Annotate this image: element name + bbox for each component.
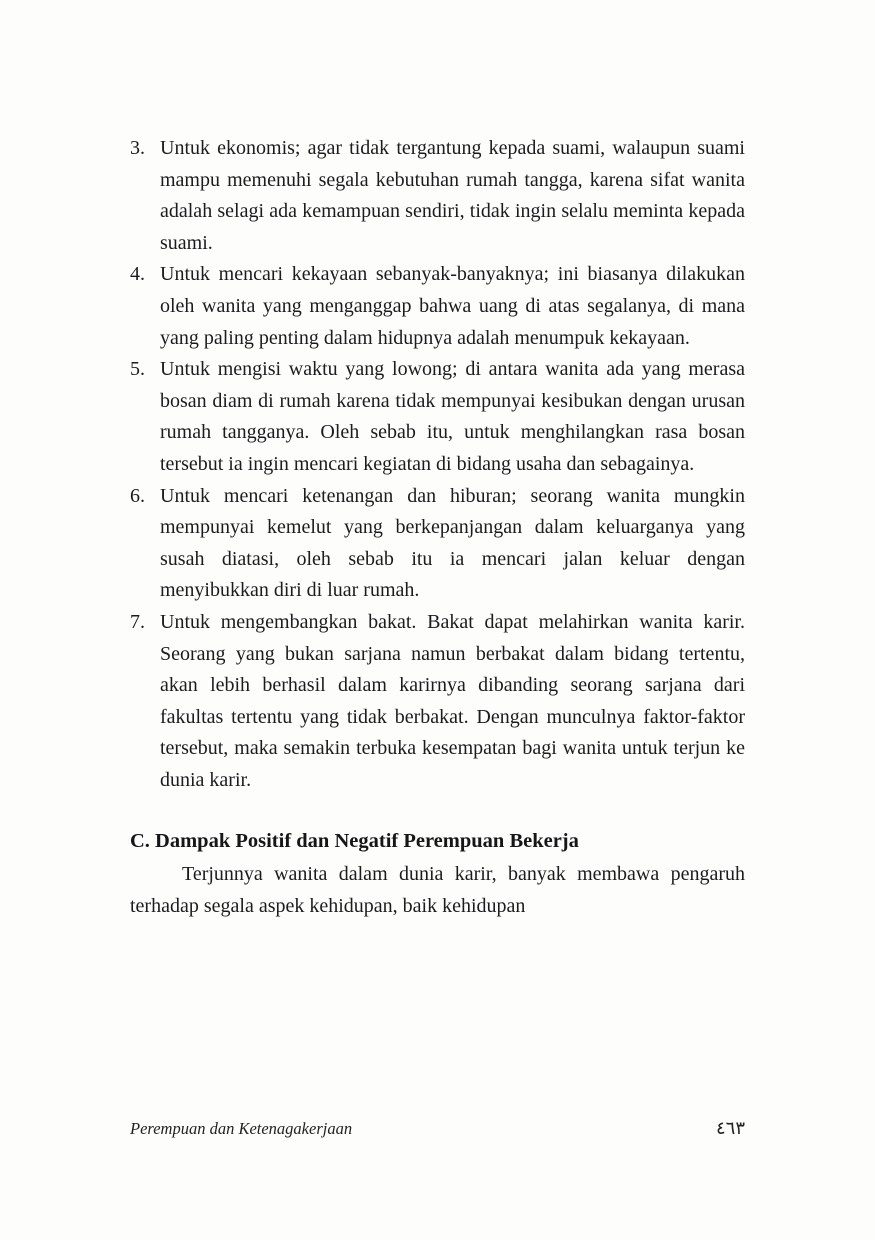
numbered-list <box>130 133 745 796</box>
footer-page-number: ٤٦٣ <box>715 1118 745 1139</box>
list-item <box>130 481 745 607</box>
section-heading: C. Dampak Positif dan Negatif Perempuan Bekerja <box>130 830 579 853</box>
list-item-number: 3. <box>130 137 145 159</box>
list-item-text: Untuk mencari kekayaan sebanyak-banyaknya; ini biasanya dilakukan oleh wanita yang menganggap bahwa uang di atas segalanya, di mana yang paling penting dalam hidupnya adalah menumpuk kekayaan. <box>160 263 745 349</box>
list-item-text: Untuk mengisi waktu yang lowong; di antara wanita ada yang merasa bosan diam di rumah karena tidak mempunyai kesibukan dengan urusan rumah tangganya. Oleh sebab itu, untuk menghilangkan rasa bosan tersebut ia ingin mencari kegiatan di bidang usaha dan sebagainya. <box>160 358 745 475</box>
list-item-number: 4. <box>130 263 145 286</box>
list-item-text: Untuk ekonomis; agar tidak tergantung kepada suami, walaupun suami mampu memenuhi segala kebutuhan rumah tangga, karena sifat wanita adalah selagi ada kemampuan sendiri, tidak ingin selalu meminta kepada suami. <box>160 137 745 254</box>
list-item-text: Untuk mengembangkan bakat. Bakat dapat melahirkan wanita karir. Seorang yang bukan sarjana namun berbakat dalam bidang tertentu, akan lebih berhasil dalam karirnya dibanding seorang sarjana dari fakultas tertentu yang tidak berbakat. Dengan munculnya faktor-faktor tersebut, maka semakin terbuka kesempatan bagi wanita untuk terjun ke dunia karir. <box>160 610 745 791</box>
footer-book-title: Perempuan dan Ketenagakerjaan <box>130 1119 353 1138</box>
list-item-text: Untuk mencari ketenangan dan hiburan; seorang wanita mungkin mempunyai kemelut yang berkepanjangan dalam keluarganya yang susah diatasi, oleh sebab itu ia mencari jalan keluar dengan menyibukkan diri di luar rumah. <box>160 484 745 602</box>
list-item-number: 7. <box>130 610 145 633</box>
list-item-number: 5. <box>130 358 145 381</box>
list-item <box>130 259 745 354</box>
list-item <box>130 354 745 480</box>
page-footer <box>130 1118 745 1139</box>
list-item <box>130 607 745 797</box>
list-item <box>130 133 745 259</box>
list-item-number: 6. <box>130 484 145 507</box>
body-paragraph: Terjunnya wanita dalam dunia karir, banyak membawa pengaruh terhadap segala aspek kehidupan, baik kehidupan <box>130 863 745 918</box>
